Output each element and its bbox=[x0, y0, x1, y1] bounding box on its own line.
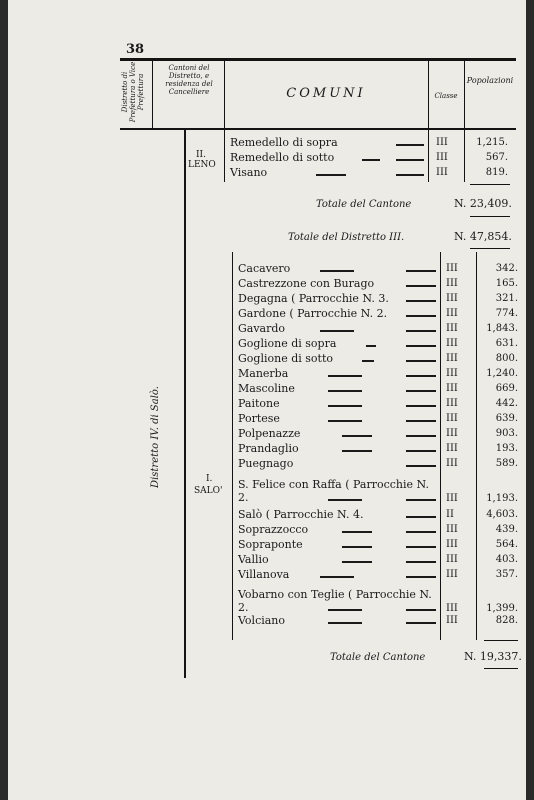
comune-class: II bbox=[446, 509, 454, 520]
comune-name: Castrezzone con Burago bbox=[238, 277, 375, 290]
comune-population: 639. bbox=[495, 413, 518, 424]
comune-class: III bbox=[446, 458, 458, 469]
district-salo-label: Distretto IV. di Salò. bbox=[150, 386, 161, 488]
salo-canton-number: I. bbox=[206, 474, 213, 484]
comune-name: Sopraponte bbox=[238, 538, 303, 551]
comune-population: 1,399. bbox=[486, 603, 518, 614]
comune-name: Mascoline bbox=[238, 382, 295, 395]
row-dash bbox=[406, 622, 436, 624]
salo-canton-rule bbox=[232, 252, 233, 640]
comune-population: 631. bbox=[495, 338, 518, 349]
salo-total-cantone-value: N. 19,337. bbox=[464, 650, 522, 663]
row-dash bbox=[328, 390, 362, 392]
comune-population: 774. bbox=[495, 308, 518, 319]
comune-class: III bbox=[446, 413, 458, 424]
row-dash bbox=[406, 450, 436, 452]
comune-population: 819. bbox=[485, 167, 508, 178]
comune-class: III bbox=[446, 263, 458, 274]
total-cantone-label: Totale del Cantone bbox=[316, 199, 412, 210]
comune-name: Degagna ( Parrocchie N. 3. bbox=[238, 292, 389, 305]
comune-population: 669. bbox=[495, 383, 518, 394]
salo-class-rule-left bbox=[440, 252, 441, 640]
row-dash bbox=[342, 561, 372, 563]
comune-population: 567. bbox=[485, 152, 508, 163]
header-cantoni: Cantoni del Distretto, e residenza del Cancelliere bbox=[165, 64, 213, 96]
leno-class-rule-right bbox=[464, 130, 465, 182]
total-cantone-value: N. 23,409. bbox=[454, 197, 512, 210]
comune-class: III bbox=[436, 137, 448, 148]
row-dash bbox=[342, 546, 372, 548]
leno-canton-name: LENO bbox=[188, 160, 216, 170]
comune-class: III bbox=[446, 603, 458, 614]
comune-population: 903. bbox=[495, 428, 518, 439]
comune-population: 1,240. bbox=[486, 368, 518, 379]
header-popolazione: Popolazioni bbox=[466, 76, 514, 85]
total-distretto-label: Totale del Distretto III. bbox=[288, 232, 405, 243]
row-dash bbox=[320, 270, 354, 272]
comune-name: Portese bbox=[238, 412, 280, 425]
comune-class: III bbox=[436, 167, 448, 178]
row-dash bbox=[406, 465, 436, 467]
row-dash bbox=[320, 330, 354, 332]
row-dash bbox=[366, 345, 376, 347]
comune-population: 342. bbox=[495, 263, 518, 274]
row-dash bbox=[406, 315, 436, 317]
comune-class: III bbox=[446, 443, 458, 454]
leno-canton-number: II. bbox=[196, 150, 206, 160]
total-rule bbox=[470, 184, 510, 185]
comune-population: 1,843. bbox=[486, 323, 518, 334]
row-dash bbox=[406, 270, 436, 272]
comune-class: III bbox=[446, 615, 458, 626]
comune-population: 1,193. bbox=[486, 493, 518, 504]
row-dash bbox=[406, 609, 436, 611]
row-dash bbox=[406, 405, 436, 407]
header-distretto: Distretto di Prefettura o Vice Prefettura bbox=[121, 61, 145, 123]
header-comuni: COMUNI bbox=[286, 86, 366, 101]
comune-name: Polpenazze bbox=[238, 427, 301, 440]
row-dash bbox=[406, 330, 436, 332]
salo-total-cantone-label: Totale del Cantone bbox=[330, 652, 426, 663]
row-dash bbox=[396, 174, 424, 176]
comune-population: 1,215. bbox=[476, 137, 508, 148]
row-dash bbox=[406, 345, 436, 347]
comune-population: 800. bbox=[495, 353, 518, 364]
comune-name: Cacavero bbox=[238, 262, 291, 275]
row-dash bbox=[406, 390, 436, 392]
row-dash bbox=[328, 609, 362, 611]
comune-population: 357. bbox=[495, 569, 518, 580]
comune-class: III bbox=[446, 398, 458, 409]
comune-class: III bbox=[446, 293, 458, 304]
page-number: 38 bbox=[126, 42, 145, 57]
comune-name: Visano bbox=[230, 166, 268, 179]
comune-name: Prandaglio bbox=[238, 442, 299, 455]
row-dash bbox=[406, 435, 436, 437]
row-dash bbox=[342, 450, 372, 452]
body-left-rule bbox=[184, 130, 186, 678]
comune-population: 589. bbox=[495, 458, 518, 469]
leno-class-rule-left bbox=[428, 130, 429, 182]
comune-name: Goglione di sopra bbox=[238, 337, 337, 350]
salo-class-rule-right bbox=[476, 252, 477, 640]
row-dash bbox=[406, 516, 436, 518]
row-dash bbox=[406, 546, 436, 548]
row-dash bbox=[406, 360, 436, 362]
row-dash bbox=[406, 375, 436, 377]
total-rule bbox=[484, 668, 518, 669]
comune-class: III bbox=[446, 539, 458, 550]
row-dash bbox=[406, 420, 436, 422]
comune-name: Salò ( Parrocchie N. 4. bbox=[238, 508, 364, 521]
comune-name: Gavardo bbox=[238, 322, 286, 335]
comune-name: Soprazzocco bbox=[238, 523, 309, 536]
comune-name: Volciano bbox=[238, 614, 286, 627]
row-dash bbox=[362, 360, 374, 362]
total-distretto-value: N. 47,854. bbox=[454, 230, 512, 243]
book-page bbox=[8, 0, 526, 800]
comune-class: III bbox=[446, 493, 458, 504]
comune-population: 193. bbox=[495, 443, 518, 454]
row-dash bbox=[316, 174, 346, 176]
comune-name: Gardone ( Parrocchie N. 2. bbox=[238, 307, 388, 320]
comune-name: Vobarno con Teglie ( Parrocchie N. 2. bbox=[238, 588, 432, 614]
comune-class: III bbox=[446, 554, 458, 565]
comune-name: Remedello di sotto bbox=[230, 151, 335, 164]
comune-class: III bbox=[446, 428, 458, 439]
row-dash bbox=[396, 159, 424, 161]
comune-name: Remedello di sopra bbox=[230, 136, 338, 149]
salo-canton-name: SALO' bbox=[194, 486, 223, 496]
comune-population: 4,603. bbox=[486, 509, 518, 520]
comune-class: III bbox=[446, 353, 458, 364]
comune-population: 564. bbox=[495, 539, 518, 550]
header-bottom-rule bbox=[120, 128, 516, 130]
header-sep-2 bbox=[224, 60, 225, 130]
comune-population: 321. bbox=[495, 293, 518, 304]
comune-class: III bbox=[446, 368, 458, 379]
comune-class: III bbox=[446, 278, 458, 289]
comune-class: III bbox=[446, 569, 458, 580]
comune-population: 439. bbox=[495, 524, 518, 535]
row-dash bbox=[406, 300, 436, 302]
header-classe: Classe bbox=[434, 92, 458, 100]
total-rule bbox=[470, 216, 510, 217]
comune-name: Manerba bbox=[238, 367, 289, 380]
comune-name: Vallio bbox=[238, 553, 269, 566]
comune-name: Puegnago bbox=[238, 457, 294, 470]
row-dash bbox=[406, 531, 436, 533]
total-rule bbox=[484, 640, 518, 641]
comune-name: Goglione di sotto bbox=[238, 352, 333, 365]
comune-class: III bbox=[446, 308, 458, 319]
row-dash bbox=[406, 561, 436, 563]
comune-class: III bbox=[446, 383, 458, 394]
comune-class: III bbox=[436, 152, 448, 163]
comune-population: 403. bbox=[495, 554, 518, 565]
header-sep-4 bbox=[464, 60, 465, 130]
row-dash bbox=[406, 499, 436, 501]
row-dash bbox=[328, 420, 362, 422]
comune-class: III bbox=[446, 338, 458, 349]
comune-population: 165. bbox=[495, 278, 518, 289]
comune-name: Paitone bbox=[238, 397, 280, 410]
header-top-rule bbox=[120, 58, 516, 61]
row-dash bbox=[406, 576, 436, 578]
row-dash bbox=[320, 576, 354, 578]
comune-class: III bbox=[446, 524, 458, 535]
total-rule bbox=[470, 248, 510, 249]
comune-name: S. Felice con Raffa ( Parrocchie N. 2. bbox=[238, 478, 429, 504]
row-dash bbox=[406, 285, 436, 287]
comune-population: 828. bbox=[495, 615, 518, 626]
comune-class: III bbox=[446, 323, 458, 334]
comune-name: Villanova bbox=[238, 568, 290, 581]
row-dash bbox=[328, 622, 362, 624]
comune-population: 442. bbox=[495, 398, 518, 409]
header-sep-1 bbox=[152, 60, 153, 130]
leno-canton-rule bbox=[224, 130, 225, 182]
row-dash bbox=[342, 531, 372, 533]
row-dash bbox=[362, 159, 380, 161]
row-dash bbox=[328, 499, 362, 501]
row-dash bbox=[328, 405, 362, 407]
row-dash bbox=[396, 144, 424, 146]
row-dash bbox=[328, 375, 362, 377]
row-dash bbox=[342, 435, 372, 437]
